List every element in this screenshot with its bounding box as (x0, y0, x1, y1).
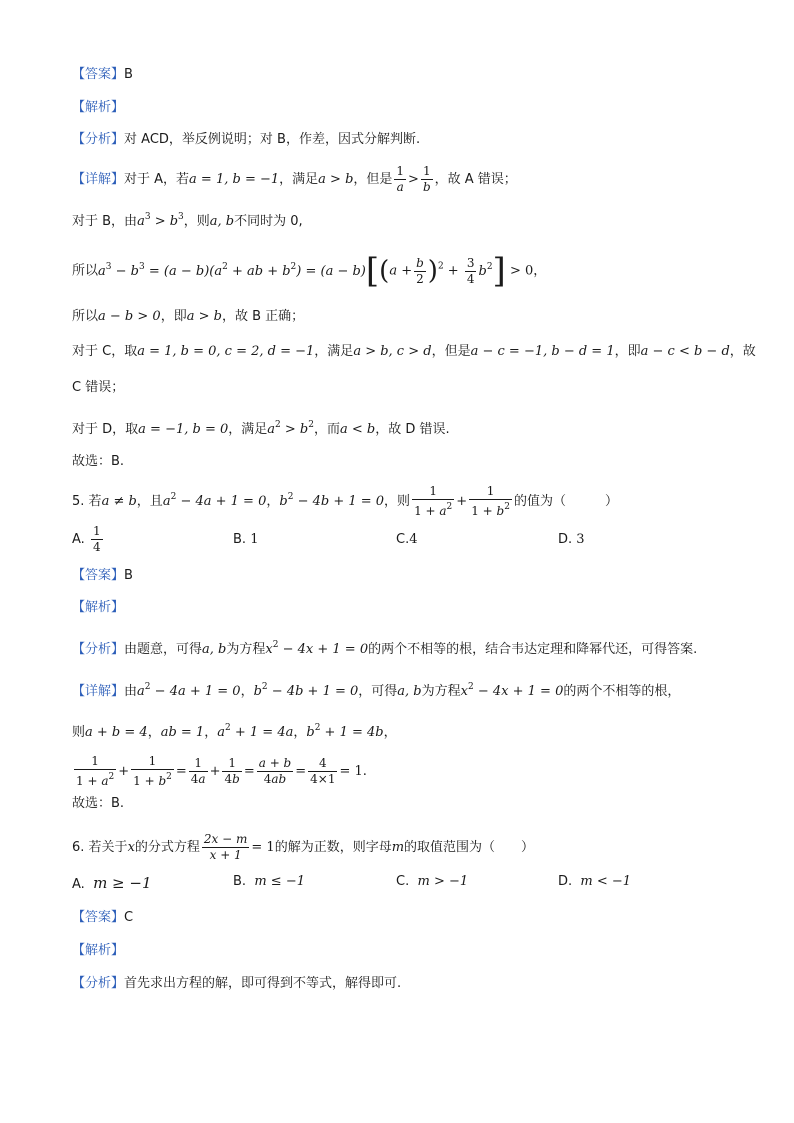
text: 对于 C，取 (72, 344, 138, 359)
fenxi-tag: 【分析】 (72, 132, 125, 147)
math: $a^2 - 4a + 1 = 0$ (137, 682, 241, 699)
option-letter: B. (233, 874, 247, 889)
text: ，可得 (358, 684, 398, 699)
q6-stem: 6. 若关于x的分式方程 $\frac{2x - m}{x + 1}$ = 1的解为正数，则字母m的取值范围为（ ） (72, 832, 535, 862)
text: ，故 B 正确； (221, 309, 305, 324)
text: 为方程 (421, 684, 461, 699)
answer-tag: 【答案】 (72, 568, 125, 583)
fraction: $\frac{1}{4b}$ (224, 756, 240, 786)
text: ，即 (160, 309, 187, 324)
q5-analysis-heading (72, 599, 124, 617)
math: $a^3 > b^3$ (137, 212, 184, 229)
math: a > b (186, 309, 222, 324)
math: $x^2 - 4x + 1 = 0$ (265, 640, 369, 657)
detail-tag: 【详解】 (72, 172, 125, 187)
text: ，满足 (279, 172, 319, 187)
q5-detail-1: 【详解】由$a^2 - 4a + 1 = 0$，$b^2 - 4b + 1 = 0$，可得a, b为方程$x^2 - 4x + 1 = 0$的两个不相等的根， (72, 682, 681, 699)
text: 若关于 (88, 840, 128, 855)
q6-answer-line (72, 909, 133, 927)
q6-option-d[interactable] (558, 874, 631, 889)
option-value: m > −1 (417, 874, 469, 889)
q4-detail-b3 (72, 308, 304, 326)
fraction: $\frac{1}{4a}$ (190, 756, 206, 786)
text: 由 (124, 684, 138, 699)
text: 故选：B. (72, 796, 125, 811)
q5-detail-3: $\frac{1}{1 + a^2}$ + $\frac{1}{1 + b^2}$ = $\frac{1}{4a}$ + $\frac{1}{4b}$ = $\frac{a + b}{4ab}$ = $\frac{4}{4\times 1}$ = 1. (76, 754, 367, 788)
text: ，即 (614, 344, 641, 359)
q4-answer-line (72, 66, 133, 84)
q5-option-a[interactable] (72, 524, 105, 555)
text: 的值为（ ） (513, 494, 618, 509)
fraction: $\frac{1}{1 + b^2}$ (471, 484, 510, 518)
math: $a^2 + 1 = 4a$ (217, 723, 294, 740)
q4-detail-a: 【详解】对于 A，若a = 1, b = −1，满足a > b，但是 $\frac{1}{a}$ > $\frac{1}{b}$ ，故 A 错误； (72, 164, 517, 194)
fraction: $\frac{1}{1 + a^2}$ (414, 484, 453, 518)
fraction: $\frac{1}{b}$ (422, 164, 431, 194)
option-letter: B. (233, 532, 247, 547)
q4-detail-c2 (72, 379, 124, 397)
fraction: $\frac{1}{a}$ (396, 164, 405, 194)
q6-option-b[interactable] (233, 874, 305, 889)
math: a, b (397, 684, 422, 699)
text: ，而 (313, 422, 340, 437)
answer-tag: 【答案】 (72, 67, 125, 82)
fraction: $\frac{1}{4}$ (92, 524, 101, 554)
text: ，但是 (431, 344, 471, 359)
q4-fenxi-text: 对 ACD，举反例说明；对 B，作差，因式分解判断. (124, 132, 421, 147)
q4-detail-c1 (72, 343, 756, 361)
math: $b^2 - 4b + 1 = 0$ (253, 682, 359, 699)
option-value: m ≤ −1 (254, 874, 305, 889)
text: ，则 (384, 494, 411, 509)
q6-analysis-heading (72, 942, 124, 960)
text: 的解为正数，则字母 (274, 840, 392, 855)
option-letter: C. (396, 532, 410, 547)
option-value: 4 (409, 532, 418, 547)
math: a − c < b − d (640, 344, 730, 359)
text: ，且 (136, 494, 163, 509)
math: a > b (318, 172, 354, 187)
math: a, b (209, 214, 235, 229)
q6-option-a[interactable] (72, 874, 152, 892)
text: ，故 (729, 344, 756, 359)
q4-answer: B (124, 67, 133, 82)
q4-detail-b2: 所以$a^3 - b^3 = (a - b)(a^2$ + ab + $b^2) = (a - b)[(a$ + $\frac{b}{2}$ )$^2$ + $\frac{3}{4}$ $b^2] > 0$， (72, 251, 547, 291)
q5-answer: B (124, 568, 133, 583)
text: 的取值范围为（ ） (404, 840, 535, 855)
text: 则 (72, 725, 86, 740)
text: 首先求出方程的解，即可得到不等式，解得即可. (124, 976, 402, 991)
math: $a^2 - 4a + 1 = 0$ (162, 492, 267, 509)
q4-detail-d (72, 416, 450, 439)
text: ，故 A 错误； (434, 172, 517, 187)
option-value: m < −1 (580, 874, 632, 889)
math: a − c = −1, b − d = 1 (470, 344, 615, 359)
q5-number: 5. (72, 494, 85, 509)
q5-fenxi-line (72, 636, 697, 659)
q5-stem: 5. 若a ≠ b，且$a^2 - 4a + 1 = 0$，$b^2 - 4b + 1 = 0$，则 $\frac{1}{1 + a^2}$ + $\frac{1}{1 + b^2}$ 的值为（ ） (72, 484, 618, 518)
q4-fenxi-line (72, 131, 420, 149)
math: ab = 1 (160, 725, 205, 740)
text: ，故 D 错误. (375, 422, 450, 437)
math: a < b (340, 422, 376, 437)
q4-detail-b1 (72, 208, 303, 231)
fenxi-tag: 【分析】 (72, 976, 125, 991)
option-letter: D. (558, 532, 573, 547)
math: a, b (202, 642, 227, 657)
q5-choose (72, 795, 124, 813)
text: 对于 A，若 (124, 172, 190, 187)
q6-fenxi-line (72, 975, 401, 993)
text: ，满足 (314, 344, 354, 359)
q5-option-d[interactable] (558, 532, 585, 547)
analysis-tag: 【解析】 (72, 100, 125, 115)
math: a = −1, b = 0 (138, 422, 229, 437)
text: ，则 (183, 214, 210, 229)
option-letter: D. (558, 874, 573, 889)
fraction: $\frac{2x - m}{x + 1}$ (203, 832, 248, 862)
math: a − b > 0 (98, 309, 161, 324)
text: 对于 D，取 (72, 422, 139, 437)
math: m (391, 840, 405, 855)
q5-option-c[interactable] (396, 532, 418, 547)
text: ，但是 (353, 172, 393, 187)
analysis-tag: 【解析】 (72, 600, 125, 615)
option-letter: C. (396, 874, 410, 889)
text: 所以 (72, 309, 99, 324)
math: a > b, c > d (353, 344, 432, 359)
text: 对于 B，由 (72, 214, 138, 229)
q4-analysis-heading (72, 99, 124, 117)
option-value: 1 (250, 532, 259, 547)
text: 为方程 (226, 642, 266, 657)
math: $b^2 - 4b + 1 = 0$ (279, 492, 385, 509)
q6-option-c[interactable] (396, 874, 468, 889)
q6-number: 6. (72, 840, 85, 855)
math: $a^3 - b^3 = (a - b)(a^2$ + ab + $b^2) = (a - b)$ (98, 261, 366, 279)
text: 的两个不相等的根，结合韦达定理和降幂代还，可得答案. (368, 642, 698, 657)
fraction: $\frac{b}{2}$ (416, 255, 424, 286)
math: $b^2 + 1 = 4b$ (306, 723, 384, 740)
math: $x^2 - 4x + 1 = 0$ (460, 682, 564, 699)
fraction: $\frac{3}{4}$ (466, 255, 475, 286)
fraction: $\frac{4}{4\times 1}$ (310, 756, 336, 786)
text: 的分式方程 (134, 840, 200, 855)
q4-choose (72, 453, 124, 471)
text: 若 (88, 494, 102, 509)
q6-answer: C (124, 910, 134, 925)
option-letter: A. (72, 532, 85, 547)
math: x (127, 840, 135, 855)
answer-tag: 【答案】 (72, 910, 125, 925)
q5-answer-line (72, 567, 133, 585)
q5-option-b[interactable] (233, 532, 258, 547)
fraction: $\frac{1}{1 + a^2}$ (76, 754, 115, 788)
math: $a^2 > b^2$ (267, 420, 314, 437)
text: 的两个不相等的根， (563, 684, 681, 699)
fraction: $\frac{a + b}{4ab}$ (258, 756, 292, 786)
math: a + b = 4 (85, 725, 148, 740)
text: 不同时为 0, (234, 214, 303, 229)
detail-tag: 【详解】 (72, 684, 125, 699)
analysis-tag: 【解析】 (72, 943, 125, 958)
option-value: m ≥ −1 (93, 874, 152, 892)
math: a ≠ b (101, 494, 137, 509)
text: 所以 (72, 263, 99, 279)
fraction: $\frac{1}{1 + b^2}$ (133, 754, 172, 788)
math: a = 1, b = −1 (189, 172, 280, 187)
text: 故选：B. (72, 454, 125, 469)
q5-detail-2: 则a + b = 4，ab = 1，$a^2 + 1 = 4a$，$b^2 + 1 = 4b$， (72, 723, 397, 740)
text: ，满足 (228, 422, 268, 437)
text: 由题意，可得 (124, 642, 203, 657)
option-value: 3 (576, 532, 585, 547)
option-letter: A. (72, 877, 85, 892)
fenxi-tag: 【分析】 (72, 642, 125, 657)
text: C 错误； (72, 380, 125, 395)
math: a = 1, b = 0, c = 2, d = −1 (137, 344, 315, 359)
